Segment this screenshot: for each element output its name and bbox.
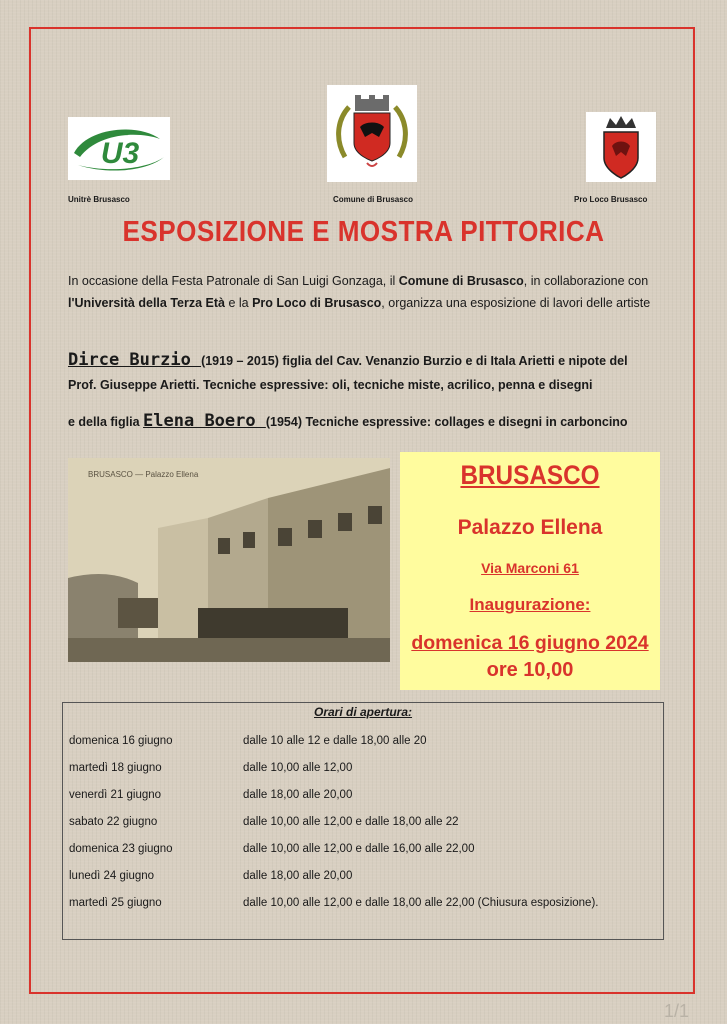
hours-day: venerdì 21 giugno bbox=[69, 789, 162, 801]
hours-day: domenica 23 giugno bbox=[69, 843, 173, 855]
hours-row bbox=[69, 870, 659, 888]
artist2-bio: (1954) Tecniche espressive: collages e disegni in carboncino bbox=[265, 415, 628, 429]
proloco-caption: Pro Loco Brusasco bbox=[574, 195, 648, 204]
unitre-caption: Unitrè Brusasco bbox=[68, 195, 130, 204]
intro-text-4: , organizza una esposizione di lavori delle artiste bbox=[381, 296, 651, 310]
artist2-paragraph bbox=[68, 410, 658, 433]
hours-row bbox=[69, 843, 659, 861]
hours-time: dalle 10,00 alle 12,00 e dalle 16,00 alle 22,00 bbox=[243, 843, 475, 855]
venue-town: BRUSASCO bbox=[460, 460, 600, 490]
venue-address: Via Marconi 61 bbox=[481, 560, 579, 576]
vintage-photo bbox=[68, 458, 390, 662]
artist1-name: Dirce Burzio bbox=[68, 350, 202, 370]
hours-day: martedì 18 giugno bbox=[69, 762, 162, 774]
intro-bold-proloco: Pro Loco di Brusasco bbox=[252, 296, 382, 310]
hours-row bbox=[69, 762, 659, 780]
intro-paragraph bbox=[68, 270, 658, 314]
hours-row bbox=[69, 789, 659, 807]
photo-caption: BRUSASCO — Palazzo Ellena bbox=[88, 470, 199, 479]
unitre-logo-text: U3 bbox=[100, 137, 140, 170]
page-title: ESPOSIZIONE E MOSTRA PITTORICA bbox=[122, 216, 605, 248]
artist2-name: Elena Boero bbox=[143, 411, 266, 431]
unitre-logo bbox=[68, 117, 170, 180]
comune-caption: Comune di Brusasco bbox=[333, 195, 414, 204]
inauguration-label: Inaugurazione: bbox=[469, 595, 591, 614]
artist2-intro: e della figlia bbox=[68, 415, 144, 429]
hours-row bbox=[69, 816, 659, 834]
hours-day: sabato 22 giugno bbox=[69, 816, 158, 828]
intro-text-2: , in collaborazione con bbox=[523, 274, 649, 288]
artist1-bio: (1919 – 2015) figlia del Cav. Venanzio Burzio e di Itala Arietti e nipote del Prof. Giuseppe Arietti. Tecniche espressive: oli, tecniche miste, acrilico, penna e disegni bbox=[68, 354, 628, 392]
comune-coat-of-arms bbox=[327, 85, 417, 182]
hours-time: dalle 18,00 alle 20,00 bbox=[243, 870, 353, 882]
artist1-paragraph bbox=[68, 348, 658, 397]
hours-time: dalle 18,00 alle 20,00 bbox=[243, 789, 353, 801]
venue-box bbox=[400, 452, 660, 690]
hours-day: domenica 16 giugno bbox=[69, 735, 173, 747]
hours-day: martedì 25 giugno bbox=[69, 897, 162, 909]
opening-hours-title: Orari di apertura: bbox=[313, 705, 413, 719]
hours-time: dalle 10,00 alle 12,00 bbox=[243, 762, 353, 774]
inauguration-time: ore 10,00 bbox=[486, 659, 574, 681]
intro-text-1: In occasione della Festa Patronale di San Luigi Gonzaga, il bbox=[68, 274, 399, 288]
intro-bold-universita: l'Università della Terza Età bbox=[68, 296, 225, 310]
inauguration-date: domenica 16 giugno 2024 bbox=[411, 632, 649, 654]
venue-palace: Palazzo Ellena bbox=[457, 516, 603, 539]
hours-time: dalle 10,00 alle 12,00 e dalle 18,00 alle 22,00 (Chiusura esposizione). bbox=[243, 897, 599, 909]
opening-hours-box bbox=[62, 702, 664, 940]
hours-day: lunedì 24 giugno bbox=[69, 870, 155, 882]
page-number: 1/1 bbox=[663, 1001, 689, 1021]
hours-time: dalle 10,00 alle 12,00 e dalle 18,00 alle 22 bbox=[243, 816, 459, 828]
intro-text-3: e la bbox=[224, 296, 253, 310]
proloco-logo bbox=[586, 112, 656, 182]
intro-bold-comune: Comune di Brusasco bbox=[398, 274, 524, 288]
hours-time: dalle 10 alle 12 e dalle 18,00 alle 20 bbox=[243, 735, 427, 747]
hours-row bbox=[69, 735, 659, 753]
hours-row bbox=[69, 897, 659, 915]
